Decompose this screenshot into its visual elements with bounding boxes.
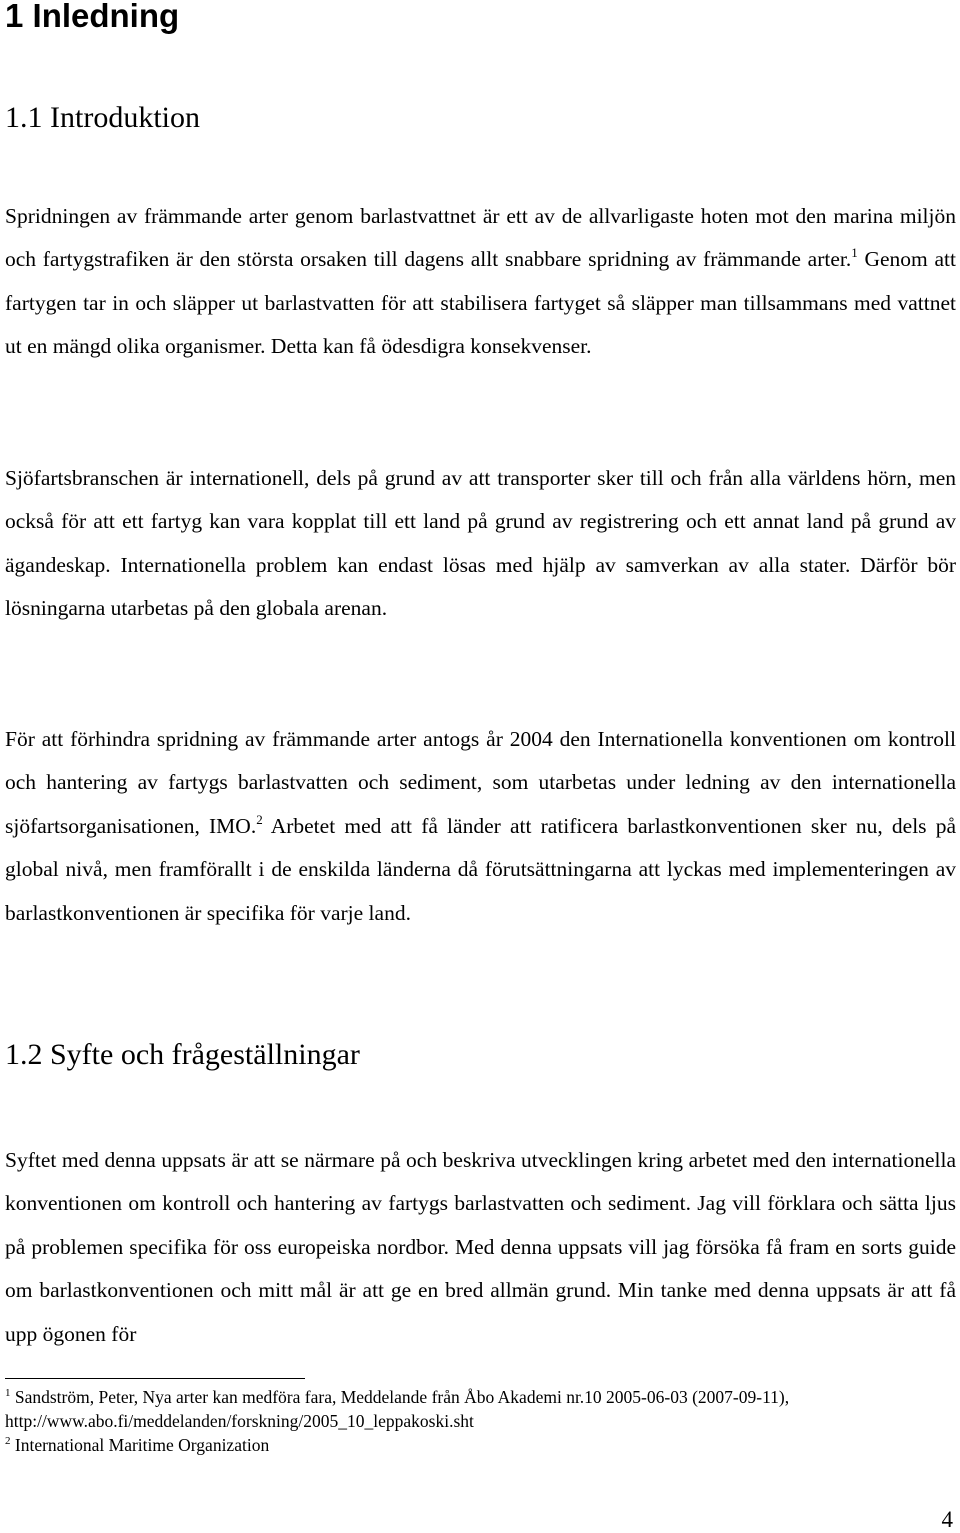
- intro-paragraph-2: Sjöfartsbranschen är internationell, dels på grund av att transporter sker till och från alla världens hörn, men också för att ett fartyg kan vara kopplat till ett land på grund av registrering och ett annat land på grund av ägandeskap. Internationella problem kan endast lösas med hjälp av samverkan av alla stater. Därför bör lösningarna utarbetas på den globala arenan.: [5, 466, 956, 621]
- footnotes: [5, 1385, 956, 1457]
- footnote-separator: [5, 1378, 305, 1379]
- intro-paragraph-1: [5, 195, 956, 369]
- footnote-1-text: Sandström, Peter, Nya arter kan medföra fara, Meddelande från Åbo Akademi nr.10 2005-06-03 (2007-09-11),: [10, 1387, 790, 1407]
- footnote-1-url[interactable]: http://www.abo.fi/meddelanden/forskning/2005_10_leppakoski.sht: [5, 1411, 474, 1431]
- footnote-2: [5, 1433, 956, 1457]
- section-heading-introduktion: 1.1 Introduktion: [5, 101, 200, 134]
- footnote-2-number: 2: [5, 1435, 11, 1447]
- intro-paragraph-1-text-a: Spridningen av främmande arter genom barlastvattnet är ett av de allvarligaste hoten mot den marina miljön och fartygstrafiken är den största orsaken till dagens allt snabbare spridning av främmande arter.: [5, 204, 956, 272]
- intro-paragraph-3: [5, 718, 956, 935]
- footnote-ref-2[interactable]: 2: [256, 811, 263, 827]
- footnote-1-number: 1: [5, 1387, 11, 1399]
- page-number: 4: [941, 1507, 953, 1532]
- intro-paragraph-3-text-a: För att förhindra spridning av främmande arter antogs år 2004 den Internationella konventionen om kontroll och hantering av fartygs barlastvatten och sediment, som utarbetas under ledning av den internationella sjöfartsorganisationen, IMO.: [5, 727, 956, 838]
- footnote-2-text: International Maritime Organization: [10, 1435, 270, 1455]
- footnote-ref-1[interactable]: 1: [851, 245, 858, 261]
- intro-paragraph-1-text-b: Genom att fartygen tar in och släpper ut barlastvatten för att stabilisera fartyget så släpper man tillsammans med vattnet ut en mängd olika organismer. Detta kan få ödesdigra konsekvenser.: [5, 247, 956, 359]
- section-heading-syfte: 1.2 Syfte och frågeställningar: [5, 1038, 360, 1071]
- footnote-1: [5, 1385, 956, 1433]
- intro-paragraph-3-text-b: Arbetet med att få länder att ratificera barlastkonventionen sker nu, dels på global nivå, men framförallt i de enskilda länderna då förutsättningarna att lyckas med implementeringen av barlastkonventionen är specifika för varje land.: [5, 813, 956, 925]
- chapter-heading: 1 Inledning: [5, 0, 180, 34]
- purpose-paragraph: Syftet med denna uppsats är att se närmare på och beskriva utvecklingen kring arbetet med den internationella konventionen om kontroll och hantering av fartygs barlastvatten och sediment. Jag vill förklara och sätta ljus på problemen specifika för oss europeiska nordbor. Med denna uppsats vill jag försöka få fram en sorts guide om barlastkonventionen och mitt mål är att ge en bred allmän grund. Min tanke med denna uppsats är att få upp ögonen för: [5, 1148, 956, 1346]
